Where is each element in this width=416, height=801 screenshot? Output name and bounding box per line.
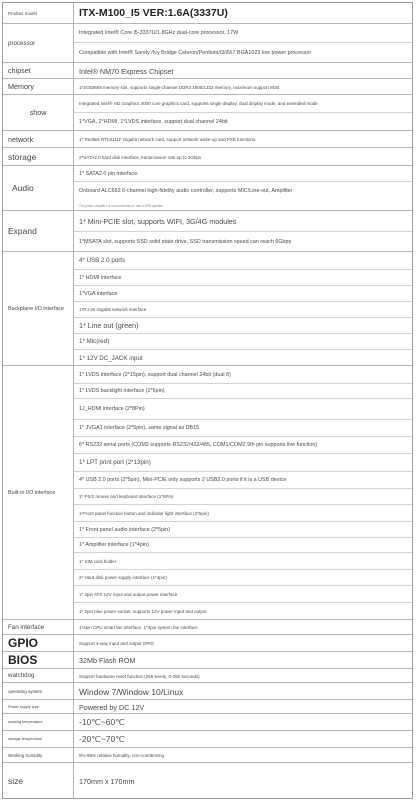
spec-sheet (2, 2, 413, 799)
row-audio (3, 165, 412, 210)
row-operating-system (3, 682, 412, 699)
row-watchdog (3, 668, 412, 682)
humidity-label: Working humidity (3, 748, 74, 762)
gpio-value: Support 4-way input and output GPIO (79, 641, 155, 646)
chipset-value: Intel® NM70 Express Chipset (79, 66, 174, 76)
worktemp-label: working temperature (3, 714, 74, 730)
power-label: Power supply type (3, 700, 74, 713)
builtin-item: 1* LVDS interface (2*15pin), support dual channel 24bit (dual 8) (79, 371, 231, 378)
row-storage-temperature (3, 730, 412, 747)
backplane-item: 4* USB 2.0 ports (79, 257, 126, 264)
power-value: Powered by DC 12V (79, 702, 145, 712)
row-show (3, 94, 412, 130)
builtin-item: 1* PS/2 mouse and keyboard interface (1*6Pin) (74, 488, 412, 504)
os-label: operating system (3, 683, 74, 699)
builtin-item: 1* Amplifier interface (1*4pin) (74, 537, 412, 552)
builtin-item: 1* LVDS backlight interface (1*6pin) (74, 383, 412, 398)
row-fan (3, 619, 412, 634)
backplane-item: 1* 12V DC_JACK input (74, 349, 412, 366)
row-memory (3, 78, 412, 94)
backplane-label: Backplane I/O interface (3, 252, 74, 365)
product-model-label: Product model (3, 3, 74, 23)
size-value: 170mm x 170mm (79, 776, 135, 786)
processor-label: processor (3, 24, 74, 62)
builtin-item: 1J_HDMI interface (2*8Pin) (74, 398, 412, 419)
os-value: Window 7/Window 10/Linux (79, 686, 184, 697)
audio-footnote: The power amplifier is recommended to use a 20W speaker (79, 203, 164, 208)
memory-value: 1*SODIMM memory slot, supports single-channel DDR3 1600/1333 memory, maximum support 8GB (79, 84, 280, 90)
fan-label: Fan interface (3, 620, 74, 634)
expand-label: Expand (3, 211, 74, 251)
row-bios (3, 651, 412, 668)
audio-line-2: Onboard ALC662 6-channel high-fidelity audio controller, supports MIC/Line-out, Amplifier (74, 181, 412, 200)
processor-line-1: Integrated Intel® Core i5-3337U/1.8GHz dual-core processor, 17W (79, 30, 239, 36)
backplane-item: 1*RJ-45 Gigabit network interface (74, 301, 412, 317)
builtin-item: 1* Front panel audio interface (2*5pin) (74, 521, 412, 537)
builtin-item: 1*Front panel function button and indicator light interface (2*5pin) (74, 504, 412, 521)
row-working-temperature (3, 713, 412, 730)
builtin-item: 1* LPT print port (2*13pin) (74, 453, 412, 471)
builtin-label: Built-in I/O interface (3, 366, 74, 619)
row-size (3, 762, 412, 798)
show-label: show (3, 95, 74, 130)
backplane-item: 1* HDMI interface (74, 269, 412, 285)
row-product-model (3, 3, 412, 23)
bios-label: BIOS (3, 652, 74, 668)
network-value: 1* Realtek RTL8111F Gigabit network card, support network wake-up and PXE functions. (79, 137, 257, 142)
row-working-humidity (3, 747, 412, 762)
storetemp-value: -20℃~70℃ (79, 734, 125, 744)
fan-value: 1*4pin CPU smart fan interface, 1*4pin system fan interface (79, 625, 198, 630)
backplane-item: 1* Mic(red) (74, 333, 412, 349)
row-processor (3, 23, 412, 62)
storetemp-label: storage temperature (3, 731, 74, 747)
builtin-item: 6* RS232 serial ports (COM2 supports RS232/422/485, COM1/COM2 9th pin supports live function) (74, 436, 412, 453)
row-network (3, 130, 412, 147)
row-gpio (3, 634, 412, 651)
row-storage (3, 147, 412, 165)
show-line-1: Integrated Intel® HD Graphics 4000 core graphics card, supports single display, dual display mode, and extended mode (79, 101, 318, 106)
builtin-item: 4* USB 2.0 ports (2*5pin), Mini-PCIE only supports 2 USB2.0 ports if it is a USB device (74, 471, 412, 488)
memory-label: Memory (3, 79, 74, 94)
chipset-label: chipset (3, 63, 74, 78)
expand-line-1: 1* Mini-PCIE slot, supports WIFI, 3G/4G modules (79, 216, 237, 226)
builtin-item: 1* 4pin ATX 12V input and output power interface (74, 585, 412, 602)
backplane-item: 1*VGA interface (74, 285, 412, 301)
row-expand (3, 210, 412, 251)
bios-value: 32Mb Flash ROM (79, 656, 136, 665)
builtin-item: 1* JVGA1 interface (2*5pin), same signal as DB15 (74, 419, 412, 436)
watchdog-label: watchdog (3, 669, 74, 682)
network-label: network (3, 131, 74, 147)
builtin-item: 2* Hard disk power supply interface (1*4pin) (74, 569, 412, 585)
row-power-supply (3, 699, 412, 713)
audio-line-1: 1* SATA2.0 pin interface. (79, 170, 139, 177)
watchdog-value: Support hardware reset function (256 levels, 0-255 seconds) (79, 673, 200, 679)
worktemp-value: -10℃~60℃ (79, 717, 125, 727)
expand-line-2: 1*MSATA slot, supports SSD solid state drive, SSD transmission speed can reach 6Gbps (74, 231, 412, 252)
audio-label: Audio (3, 166, 74, 210)
gpio-label: GPIO (3, 635, 74, 651)
row-builtin-io (3, 365, 412, 619)
humidity-value: 5%-95% relative humidity, non-condensing (79, 753, 164, 758)
row-chipset (3, 62, 412, 78)
processor-line-2: Compatible with Intel® Sandy /Ivy Bridge Celeron/Pentium/i3/i5/i7 BGA1023 low power processor (74, 42, 412, 63)
builtin-item: 1* 2pin blue power socket, supports 12V power input and output (74, 602, 412, 620)
row-backplane-io (3, 251, 412, 365)
product-model-value: ITX-M100_I5 VER:1.6A(3337U) (79, 7, 228, 19)
backplane-item: 1* Line out (green) (74, 317, 412, 333)
size-label: size (3, 763, 74, 798)
storage-value: 2*SATA2.0 hard disk interface, transmission rate up to 3Gbps (79, 154, 202, 160)
show-line-2: 1*VGA, 2*HDMI, 1*LVDS interface, support dual channel 24bit (74, 112, 412, 131)
builtin-item: 1* SIM card holder (74, 552, 412, 569)
storage-label: storage (3, 148, 74, 165)
